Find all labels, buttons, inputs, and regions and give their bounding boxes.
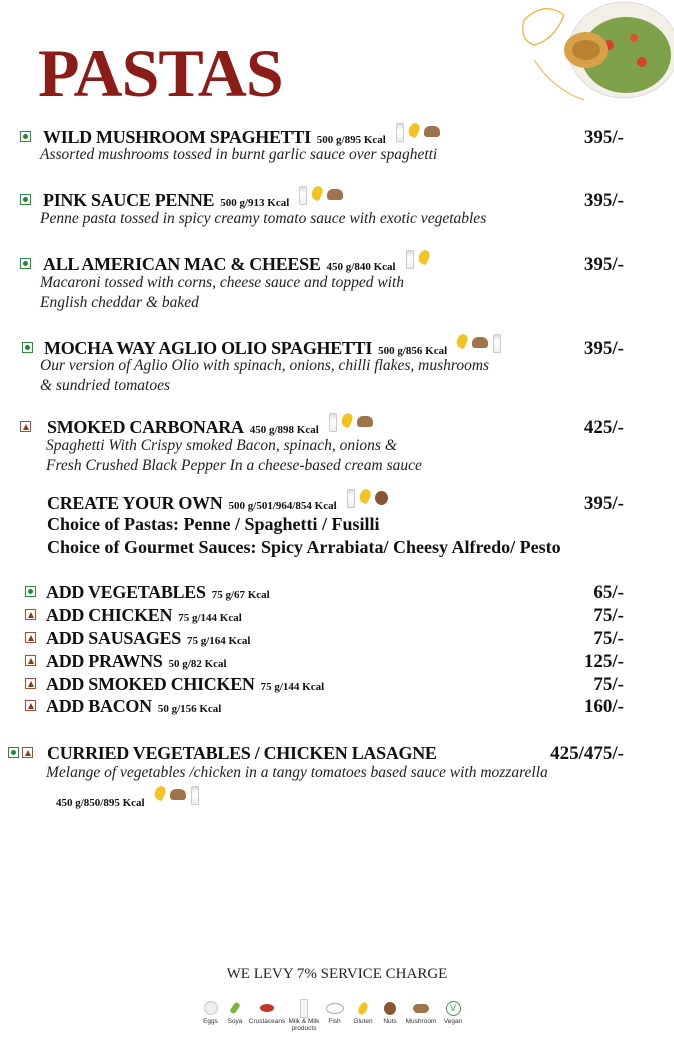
item-kcal: 450 g/898 Kcal	[249, 424, 319, 436]
item-name-text: ADD BACON	[46, 696, 152, 716]
diet-marks	[25, 586, 36, 597]
item-price: 65/-	[593, 582, 624, 603]
milk-icon	[191, 786, 199, 805]
nonveg-symbol	[28, 635, 34, 641]
item-kcal: 500 g/913 Kcal	[220, 197, 290, 209]
veg-icon	[20, 194, 31, 205]
item-price: 425/-	[583, 417, 624, 438]
legend-item-soya	[223, 998, 247, 1032]
create-choice: Choice of Gourmet Sauces: Spicy Arrabiata/ Cheesy Alfredo/ Pesto	[47, 537, 561, 557]
legend-label: Eggs	[203, 1018, 218, 1025]
item-kcal: 450 g/850/895 Kcal	[56, 797, 145, 809]
menu-item	[0, 674, 674, 696]
legend-label: Gluten	[353, 1018, 373, 1025]
item-price: 425/475/-	[550, 743, 624, 764]
menu-item	[0, 651, 674, 673]
legend-label: Vegan	[443, 1018, 463, 1025]
diet-marks	[8, 747, 33, 758]
item-name	[46, 582, 270, 603]
item-name-text: ADD SAUSAGES	[46, 628, 181, 648]
diet-marks	[25, 678, 36, 689]
item-name	[46, 628, 251, 649]
menu-item	[0, 493, 674, 515]
non-veg-icon	[22, 747, 33, 758]
item-price: 395/-	[583, 127, 624, 148]
menu-item	[0, 254, 674, 276]
nonveg-symbol	[25, 750, 31, 756]
diet-marks	[20, 258, 31, 269]
item-name-text: CREATE YOUR OWN	[47, 493, 223, 513]
item-name	[47, 417, 373, 438]
item-kcal: 75 g/67 Kcal	[211, 589, 270, 601]
item-price: 75/-	[593, 674, 624, 695]
item-price: 125/-	[583, 651, 624, 672]
item-price: 75/-	[593, 605, 624, 626]
item-price: 160/-	[583, 696, 624, 717]
mushroom-icon	[472, 337, 488, 348]
vegan-icon: V	[446, 998, 461, 1018]
item-kcal: 75 g/164 Kcal	[186, 635, 251, 647]
allergen-legend	[198, 998, 466, 1032]
veg-icon	[22, 342, 33, 353]
legend-item-fish	[321, 998, 348, 1032]
item-name	[43, 127, 440, 148]
veg-symbol	[23, 197, 28, 202]
milk-icon	[300, 998, 308, 1018]
milk-icon	[396, 123, 404, 142]
menu-item	[0, 417, 674, 439]
milk-icon	[347, 489, 355, 508]
non-veg-icon	[20, 421, 31, 432]
item-name-text: ADD CHICKEN	[46, 605, 173, 625]
legend-item-mushroom	[402, 998, 440, 1032]
item-kcal: 500 g/895 Kcal	[316, 134, 386, 146]
allergen-icons	[155, 786, 199, 805]
mushroom-icon	[327, 189, 343, 200]
milk-icon	[299, 186, 307, 205]
item-name	[47, 493, 388, 514]
diet-marks	[25, 655, 36, 666]
milk-icon	[406, 250, 414, 269]
menu-item	[0, 582, 674, 604]
veg-icon	[20, 131, 31, 142]
mushroom-icon	[413, 998, 429, 1018]
nonveg-symbol	[28, 681, 34, 687]
legend-label: Mushroom	[405, 1018, 437, 1025]
gluten-icon	[416, 249, 431, 266]
item-name	[47, 743, 437, 764]
eggs-icon	[204, 998, 218, 1018]
legend-item-gluten	[348, 998, 378, 1032]
nonveg-symbol	[28, 612, 34, 618]
item-description: Our version of Aglio Olio with spinach, onions, chilli flakes, mushrooms	[40, 357, 490, 374]
non-veg-icon	[25, 678, 36, 689]
item-price: 395/-	[583, 338, 624, 359]
legend-label: Milk & Milk products	[288, 1018, 320, 1032]
legend-label: Crustaceans	[248, 1018, 286, 1025]
milk-icon	[493, 334, 501, 353]
item-name-text: CURRIED VEGETABLES / CHICKEN LASAGNE	[47, 743, 437, 763]
nonveg-symbol	[28, 658, 34, 664]
gluten-icon	[359, 998, 367, 1018]
item-name-text: ADD PRAWNS	[46, 651, 163, 671]
legend-item-milk	[287, 998, 321, 1032]
gluten-icon	[152, 785, 167, 802]
legend-item-vegan	[440, 998, 466, 1032]
menu-item	[0, 628, 674, 650]
legend-label: Soya	[227, 1018, 243, 1025]
veg-icon	[8, 747, 19, 758]
soya-icon	[232, 998, 238, 1018]
diet-marks	[20, 194, 31, 205]
menu-item	[0, 696, 674, 718]
service-charge-note: WE LEVY 7% SERVICE CHARGE	[226, 966, 448, 982]
item-description: Macaroni tossed with corns, cheese sauce and topped with	[40, 274, 405, 291]
item-description: Spaghetti With Crispy smoked Bacon, spinach, onions &	[46, 437, 397, 454]
item-kcal: 75 g/144 Kcal	[178, 612, 242, 624]
item-name-text: ADD VEGETABLES	[46, 582, 206, 602]
veg-icon	[25, 586, 36, 597]
allergen-icons	[299, 186, 343, 205]
nuts-icon	[384, 998, 396, 1018]
gluten-icon	[310, 185, 325, 202]
pasta-dish-illustration	[514, 0, 674, 110]
allergen-icons	[329, 413, 373, 432]
allergen-icons	[406, 250, 429, 269]
item-kcal: 50 g/156 Kcal	[157, 703, 222, 715]
allergen-icons	[457, 334, 501, 353]
item-description: Melange of vegetables /chicken in a tangy tomatoes based sauce with mozzarella	[46, 764, 548, 781]
menu-item	[0, 190, 674, 212]
milk-icon	[329, 413, 337, 432]
item-kcal: 500 g/501/964/854 Kcal	[228, 500, 337, 512]
diet-marks	[20, 421, 31, 432]
item-name-text: WILD MUSHROOM SPAGHETTI	[43, 127, 311, 147]
non-veg-icon	[25, 700, 36, 711]
veg-symbol	[25, 345, 30, 350]
item-price: 395/-	[583, 254, 624, 275]
veg-symbol	[23, 134, 28, 139]
gluten-icon	[406, 122, 421, 139]
item-kcal: 50 g/82 Kcal	[168, 658, 227, 670]
allergen-icons	[396, 123, 440, 142]
item-price: 75/-	[593, 628, 624, 649]
veg-icon	[20, 258, 31, 269]
fish-icon	[326, 998, 344, 1018]
item-name-text: MOCHA WAY AGLIO OLIO SPAGHETTI	[44, 338, 373, 358]
diet-marks	[25, 609, 36, 620]
legend-label: Fish	[328, 1018, 341, 1025]
item-description: & sundried tomatoes	[40, 377, 171, 394]
veg-symbol	[23, 261, 28, 266]
item-description: English cheddar & baked	[40, 294, 199, 311]
item-name	[46, 696, 221, 717]
diet-marks	[20, 131, 31, 142]
lasagne-kcal-row	[50, 790, 199, 811]
gluten-icon	[357, 488, 372, 505]
item-name	[46, 674, 324, 695]
veg-symbol	[11, 750, 16, 755]
gluten-icon	[339, 412, 354, 429]
item-name-text: PINK SAUCE PENNE	[43, 190, 215, 210]
legend-label: Nuts	[383, 1018, 397, 1025]
create-choice: Choice of Pastas: Penne / Spaghetti / Fusilli	[47, 514, 380, 534]
item-price: 395/-	[583, 493, 624, 514]
mushroom-icon	[424, 126, 440, 137]
diet-marks	[22, 342, 33, 353]
nuts-icon	[375, 491, 388, 505]
item-name	[43, 190, 343, 211]
item-kcal: 500 g/856 Kcal	[378, 345, 448, 357]
item-description: Penne pasta tossed in spicy creamy tomato sauce with exotic vegetables	[40, 210, 487, 227]
item-name-text: ADD SMOKED CHICKEN	[46, 674, 255, 694]
legend-item-eggs	[198, 998, 223, 1032]
allergen-icons	[347, 489, 388, 508]
item-kcal: 450 g/840 Kcal	[326, 261, 396, 273]
veg-symbol	[28, 589, 33, 594]
legend-item-nuts	[378, 998, 402, 1032]
diet-marks	[25, 700, 36, 711]
mushroom-icon	[170, 789, 186, 800]
item-description: Assorted mushrooms tossed in burnt garlic sauce over spaghetti	[40, 146, 438, 163]
non-veg-icon	[25, 609, 36, 620]
item-description: Fresh Crushed Black Pepper In a cheese-based cream sauce	[46, 457, 422, 474]
item-name	[43, 254, 429, 275]
item-name-text: SMOKED CARBONARA	[47, 417, 244, 437]
item-name	[44, 338, 501, 359]
item-name	[46, 651, 227, 672]
non-veg-icon	[25, 655, 36, 666]
gluten-icon	[455, 333, 470, 350]
item-kcal: 75 g/144 Kcal	[260, 681, 325, 693]
nonveg-symbol	[28, 703, 34, 709]
menu-item	[0, 605, 674, 627]
crustaceans-icon	[260, 998, 274, 1018]
item-name	[46, 605, 242, 626]
page-title: PASTAS	[38, 35, 283, 111]
menu-item	[0, 743, 674, 765]
legend-item-crustaceans	[247, 998, 287, 1032]
non-veg-icon	[25, 632, 36, 643]
nonveg-symbol	[23, 424, 29, 430]
mushroom-icon	[357, 416, 373, 427]
item-price: 395/-	[583, 190, 624, 211]
diet-marks	[25, 632, 36, 643]
item-name-text: ALL AMERICAN MAC & CHEESE	[43, 254, 321, 274]
